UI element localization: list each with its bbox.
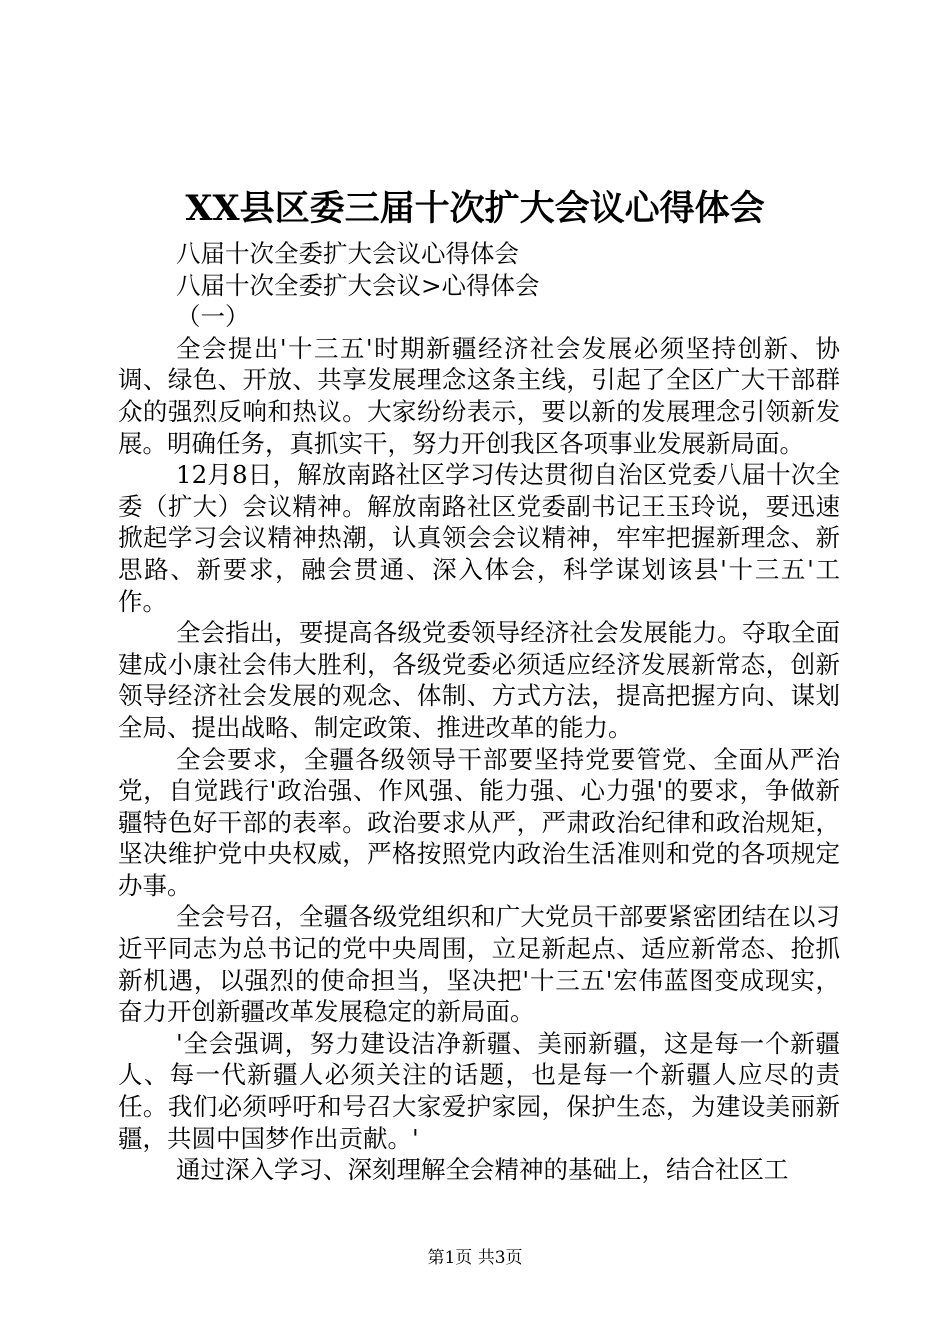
body-paragraph: 全会指出，要提高各级党委领导经济社会发展能力。夺取全面建成小康社会伟大胜利，各级党委必须适应经济发展新常态，创新领导经济社会发展的观念、体制、方式方法，提高把握方向、谋划全局、提出战略、制定政策、推进改革的能力。 [118,618,840,742]
section-number: （一） [176,302,250,332]
body-paragraph: '全会强调，努力建设洁净新疆、美丽新疆，这是每一个新疆人、每一代新疆人必须关注的话题，也是每一个新疆人应尽的责任。我们必须呼吁和号召大家爱护家园，保护生态，为建设美丽新疆，共圆中国梦作出贡献。' [118,1028,840,1153]
body-paragraph: 全会提出'十三五'时期新疆经济社会发展必须坚持创新、协调、绿色、开放、共享发展理念这条主线，引起了全区广大干部群众的强烈反响和热议。大家纷纷表示，要以新的发展理念引领新发展。明确任务，真抓实干，努力开创我区各项事业发展新局面。 [118,333,840,458]
document-title: XX县区委三届十次扩大会议心得体会 [185,188,765,229]
body-paragraph: 全会要求，全疆各级领导干部要坚持党要管党、全面从严治党，自觉践行'政治强、作风强、能力强、心力强'的要求，争做新疆特色好干部的表率。政治要求从严，严肃政治纪律和政治规矩，坚决维护党中央权威，严格按照党内政治生活准则和党的各项规定办事。 [118,744,840,900]
body-paragraph: 全会号召，全疆各级党组织和广大党员干部要紧密团结在以习近平同志为总书记的党中央周围，立足新起点、适应新常态、抢抓新机遇，以强烈的使命担当，坚决把'十三五'宏伟蓝图变成现实，奋力开创新疆改革发展稳定的新局面。 [118,902,840,1027]
document-body [118,238,840,1186]
body-paragraph: 12月8日，解放南路社区学习传达贯彻自治区党委八届十次全委（扩大）会议精神。解放南路社区党委副书记王玉玲说，要迅速掀起学习会议精神热潮，认真领会会议精神，牢牢把握新理念、新思路、新要求，融会贯通、深入体会，科学谋划该县'十三五'工作。 [118,460,840,616]
subtitle-line: 八届十次全委扩大会议心得体会 [176,239,519,268]
body-paragraph: 通过深入学习、深刻理解全会精神的基础上，结合社区工 [176,1155,789,1185]
subtitle-line: 八届十次全委扩大会议>心得体会 [176,270,540,300]
page-footer: 第1页 共3页 [427,1248,523,1268]
